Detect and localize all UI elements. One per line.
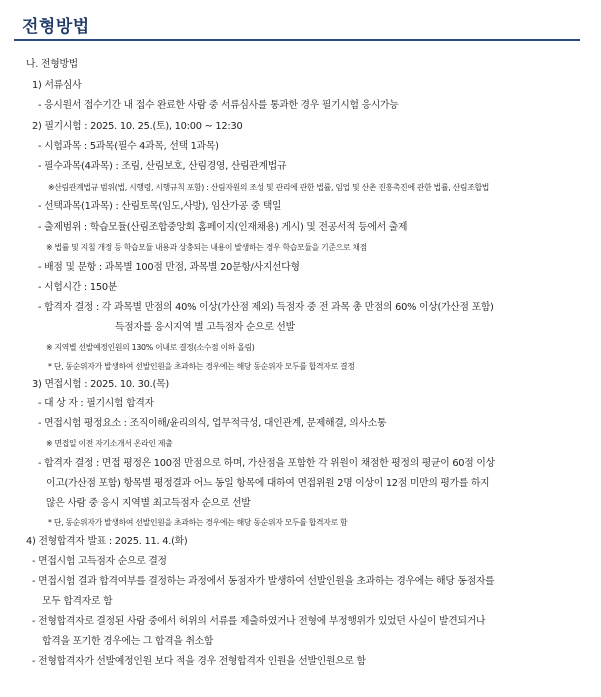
note-line: ※산림관계법규 범위(법, 시행령, 시행규칙 포함) : 산림자원의 조성 및 관리에 관한 법률, 임업 및 산촌 진흥촉진에 관한 법률, 산림조합법 [48,183,490,192]
text-line: - 배점 및 문항 : 과목별 100점 만점, 과목별 20문항/사지선다형 [38,262,300,273]
text-line: - 전형합격자로 결정된 사람 중에서 허위의 서류를 제출하였거나 전형에 부정행위가 있었던 사실이 발견되거나 [32,616,486,627]
text-line: - 시험시간 : 150분 [38,282,118,293]
title-divider [14,39,580,41]
note-line: ※ 면접일 이전 자기소개서 온라인 제출 [46,439,173,448]
page-title: 전형방법 [22,17,90,37]
text-line: 3) 면접시험 : 2025. 10. 30.(목) [32,379,169,390]
text-line: - 필수과목(4과목) : 조림, 산림보호, 산림경영, 산림관계법규 [38,161,287,172]
text-line: - 면접시험 결과 합격여부를 결정하는 과정에서 동점자가 발생하여 선발인원을 초과하는 경우에는 해당 동점자를 [32,576,495,587]
text-line: - 대 상 자 : 필기시험 합격자 [38,398,154,409]
text-line: 합격을 포기한 경우에는 그 합격을 취소함 [42,636,214,647]
text-line: 2) 필기시험 : 2025. 10. 25.(토), 10:00 ~ 12:30 [32,121,243,132]
text-line: - 합격자 결정 : 면접 평정은 100점 만점으로 하며, 가산점을 포함한 각 위원이 채점한 평정의 평균이 60점 이상 [38,458,495,469]
note-line: * 단, 동순위자가 발생하여 선발인원을 초과하는 경우에는 해당 동순위자 모두를 합격자로 함 [48,518,348,527]
text-line: - 면접시험 평정요소 : 조직이해/윤리의식, 업무적극성, 대인관계, 문제해결, 의사소통 [38,418,387,429]
text-line: 나. 전형방법 [26,59,78,70]
text-line: - 합격자 결정 : 각 과목별 만점의 40% 이상(가산점 제외) 득점자 중 전 과목 총 만점의 60% 이상(가산점 포함) [38,302,494,313]
text-line: 득점자를 응시지역 별 고득점자 순으로 선발 [115,322,295,333]
text-line: - 출제범위 : 학습모듈(산림조합중앙회 홈페이지(인재채용) 게시) 및 전공서적 등에서 출제 [38,222,408,233]
text-line: - 선택과목(1과목) : 산림토목(임도,사방), 임산가공 중 택일 [38,201,282,212]
text-line: 않은 사람 중 응시 지역별 최고득점자 순으로 선발 [46,498,251,509]
text-line: - 면접시험 고득점자 순으로 결정 [32,556,167,567]
note-line: ※ 법률 및 지침 개정 등 학습모듈 내용과 상충되는 내용이 발생하는 경우 학습모듈을 기준으로 채점 [46,243,367,252]
note-line: * 단, 동순위자가 발생하여 선발인원을 초과하는 경우에는 해당 동순위자 모두를 합격자로 결정 [48,362,355,371]
text-line: 1) 서류심사 [32,80,82,91]
text-line: - 전형합격자가 선발예정인원 보다 적을 경우 전형합격자 인원을 선발인원으로 함 [32,656,366,667]
note-line: ※ 지역별 선발예정인원의 130% 이내로 결정(소수점 이하 올림) [46,343,255,352]
text-line: 모두 합격자로 함 [42,596,113,607]
text-line: 4) 전형합격자 발표 : 2025. 11. 4.(화) [26,536,188,547]
text-line: 이고(가산점 포함) 항목별 평정결과 어느 동일 항목에 대하여 면접위원 2명 이상이 12점 미만의 평가를 하지 [46,478,490,489]
text-line: - 응시원서 접수기간 내 접수 완료한 사람 중 서류심사를 통과한 경우 필기시험 응시가능 [38,100,399,111]
text-line: - 시험과목 : 5과목(필수 4과목, 선택 1과목) [38,141,219,152]
